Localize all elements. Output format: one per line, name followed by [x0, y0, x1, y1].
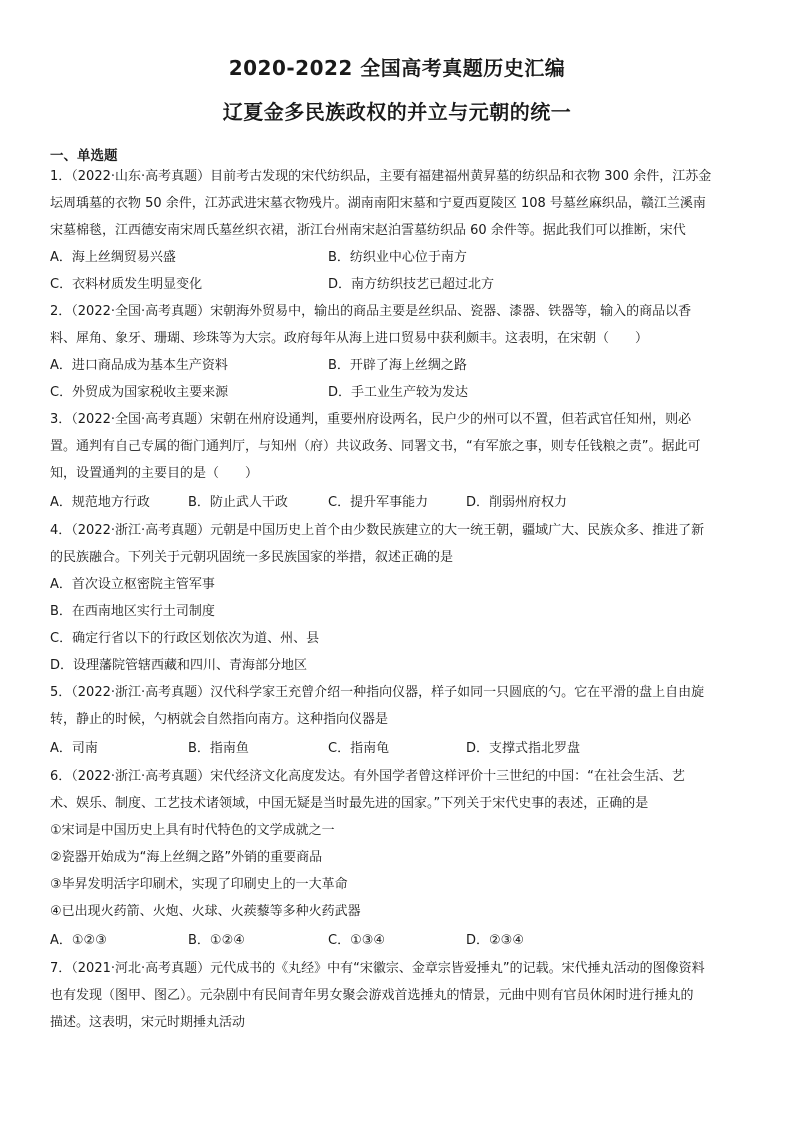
question-3-option-d[interactable]: D．削弱州府权力: [466, 495, 568, 510]
question-4-option-b[interactable]: B．在西南地区实行土司制度: [50, 604, 215, 619]
exam-subtitle: 辽夏金多民族政权的并立与元朝的统一: [222, 100, 572, 124]
question-5-option-b[interactable]: B．指南鱼: [188, 741, 249, 756]
question-1-option-a[interactable]: A．海上丝绸贸易兴盛: [50, 250, 176, 265]
question-1-text-line-1: 1．（2022·山东·高考真题）目前考古发现的宋代纺织品，主要有福建福州黄昇墓的纺织品和衣物 300 余件，江苏金: [50, 169, 712, 184]
question-3-text-line-3: 知，设置通判的主要目的是（ ）: [50, 466, 259, 481]
question-2-option-a[interactable]: A．进口商品成为基本生产资料: [50, 358, 228, 373]
question-2-option-b[interactable]: B．开辟了海上丝绸之路: [328, 358, 467, 373]
question-3-option-a[interactable]: A．规范地方行政: [50, 495, 150, 510]
question-5-text-line-2: 转，静止的时候，勺柄就会自然指向南方。这种指向仪器是: [50, 712, 389, 727]
question-6-option-c[interactable]: C．①③④: [328, 933, 386, 948]
question-7-text-line-1: 7．（2021·河北·高考真题）元代成书的《丸经》中有“宋徽宗、金章宗皆爱捶丸”的记载。宋代捶丸活动的图像资料: [50, 961, 705, 976]
question-1-option-c[interactable]: C．衣料材质发生明显变化: [50, 277, 203, 292]
question-4-text-line-2: 的民族融合。下列关于元朝巩固统一多民族国家的举措，叙述正确的是: [50, 550, 454, 565]
question-6-statement-2: ②瓷器开始成为“海上丝绸之路”外销的重要商品: [50, 850, 323, 865]
question-7-text-line-3: 描述。这表明，宋元时期捶丸活动: [50, 1015, 246, 1030]
question-6-statement-4: ④已出现火药箭、火炮、火球、火蒺藜等多种火药武器: [50, 904, 361, 919]
question-3-option-c[interactable]: C．提升军事能力: [328, 495, 429, 510]
question-6-statement-3: ③毕昇发明活字印刷术，实现了印刷史上的一大革命: [50, 877, 348, 892]
question-5-text-line-1: 5．（2022·浙江·高考真题）汉代科学家王充曾介绍一种指向仪器，样子如同一只圆底的勺。它在平滑的盘上自由旋: [50, 685, 705, 700]
question-1-text-line-3: 宋墓棉毯，江西德安南宋周氏墓丝织衣裙，浙江台州南宋赵泊霅墓纺织品 60 余件等。据此我们可以推断，宋代: [50, 223, 686, 238]
question-3-text-line-2: 置。通判有自己专属的衙门通判厅，与知州（府）共议政务、同署文书，“有军旅之事，则专任钱粮之责”。据此可: [50, 439, 701, 454]
question-1-option-b[interactable]: B．纺织业中心位于南方: [328, 250, 467, 265]
question-2-text-line-1: 2．（2022·全国·高考真题）宋朝海外贸易中，输出的商品主要是丝织品、瓷器、漆器、铁器等，输入的商品以香: [50, 304, 692, 319]
question-3-option-b[interactable]: B．防止武人干政: [188, 495, 288, 510]
section-heading: 一、单选题: [50, 148, 118, 164]
question-3-text-line-1: 3．（2022·全国·高考真题）宋朝在州府设通判，重要州府设两名，民户少的州可以不置，但若武官任知州，则必: [50, 412, 692, 427]
question-7-text-line-2: 也有发现（图甲、图乙）。元杂剧中有民间青年男女聚会游戏首选捶丸的情景，元曲中则有官员休闲时进行捶丸的: [50, 988, 694, 1003]
question-4-text-line-1: 4．（2022·浙江·高考真题）元朝是中国历史上首个由少数民族建立的大一统王朝，疆域广大、民族众多、推进了新: [50, 523, 705, 538]
question-6-option-d[interactable]: D．②③④: [466, 933, 524, 948]
question-2-option-d[interactable]: D．手工业生产较为发达: [328, 385, 469, 400]
question-5-option-c[interactable]: C．指南龟: [328, 741, 390, 756]
question-6-statement-1: ①宋词是中国历史上具有时代特色的文学成就之一: [50, 823, 335, 838]
question-6-option-b[interactable]: B．①②④: [188, 933, 245, 948]
question-6-option-a[interactable]: A．①②③: [50, 933, 107, 948]
question-2-text-line-2: 料、犀角、象牙、珊瑚、珍珠等为大宗。政府每年从海上进口贸易中获利颇丰。这表明，在宋朝（ ）: [50, 331, 649, 346]
question-6-text-line-2: 术、娱乐、制度、工艺技术诸领域，中国无疑是当时最先进的国家。”下列关于宋代史事的表述，正确的是: [50, 796, 649, 811]
question-1-text-line-2: 坛周瑀墓的衣物 50 余件，江苏武进宋墓衣物残片。湖南南阳宋墓和宁夏西夏陵区 108 号墓丝麻织品，赣江兰溪南: [50, 196, 706, 211]
question-4-option-c[interactable]: C．确定行省以下的行政区划依次为道、州、县: [50, 631, 320, 646]
question-4-option-a[interactable]: A．首次设立枢密院主管军事: [50, 577, 215, 592]
exam-title: 2020-2022 全国高考真题历史汇编: [228, 56, 566, 80]
question-6-text-line-1: 6．（2022·浙江·高考真题）宋代经济文化高度发达。有外国学者曾这样评价十三世纪的中国：“在社会生活、艺: [50, 769, 685, 784]
question-2-option-c[interactable]: C．外贸成为国家税收主要来源: [50, 385, 229, 400]
question-1-option-d[interactable]: D．南方纺织技艺已超过北方: [328, 277, 495, 292]
question-5-option-d[interactable]: D．支撑式指北罗盘: [466, 741, 581, 756]
question-5-option-a[interactable]: A．司南: [50, 741, 98, 756]
question-4-option-d[interactable]: D．设理藩院管辖西藏和四川、青海部分地区: [50, 658, 308, 673]
